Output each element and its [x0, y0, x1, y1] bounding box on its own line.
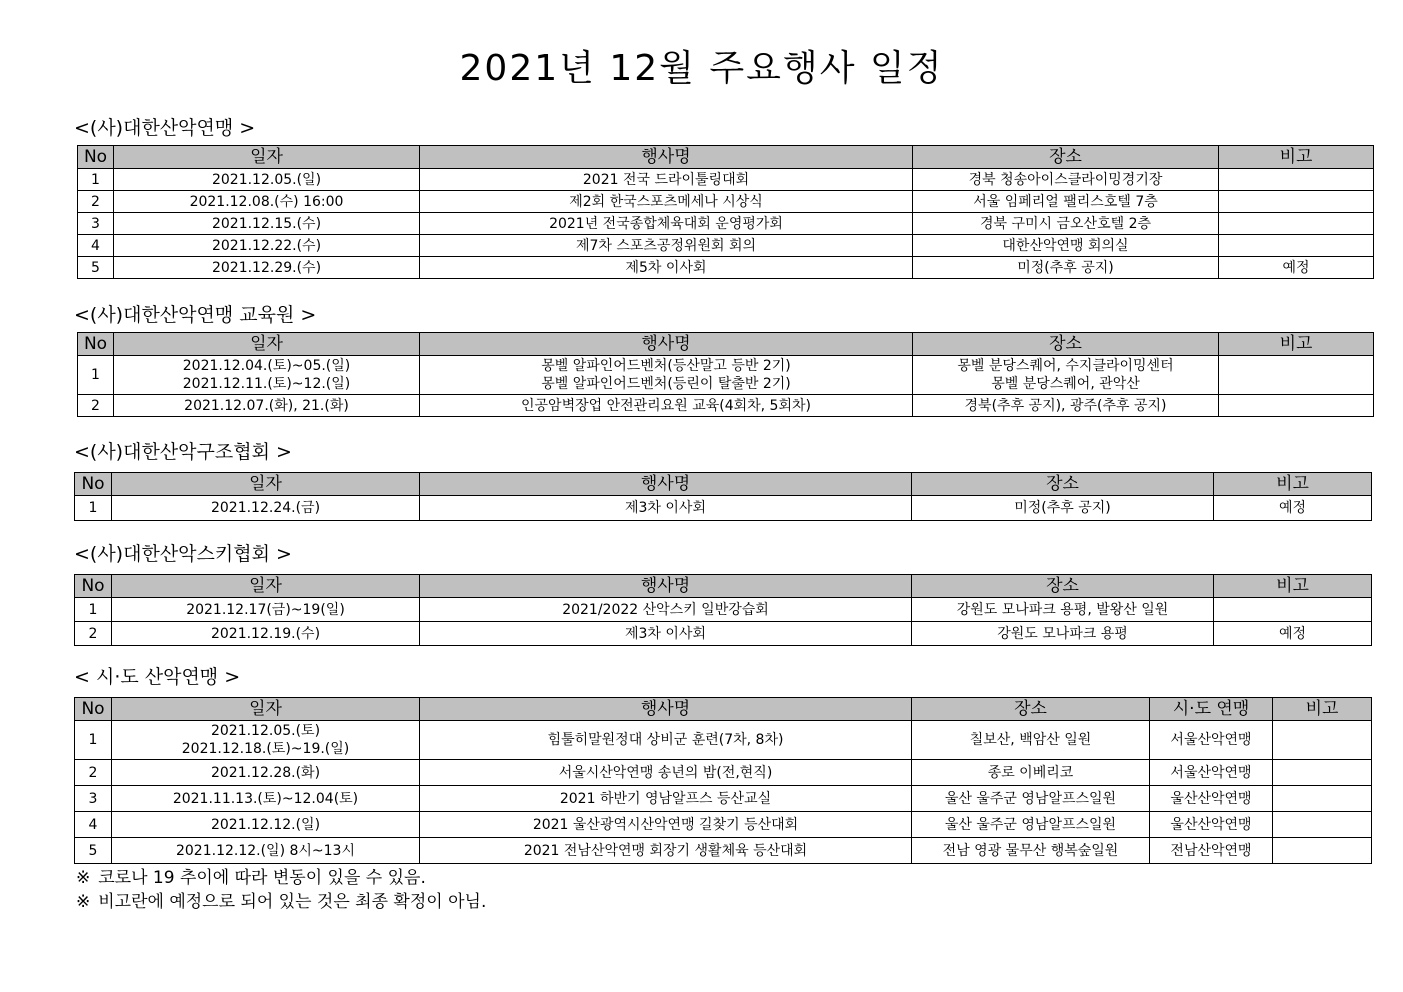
table-row — [75, 812, 1372, 838]
table-cell: 2021.12.05.(일) — [114, 169, 420, 191]
table-cell: 2021.12.07.(화), 21.(화) — [114, 395, 420, 417]
table-cell: 2021/2022 산악스키 일반강습회 — [420, 598, 912, 622]
table-cell: 칠보산, 백암산 일원 — [912, 721, 1150, 760]
table-cell: 2021.12.12.(일) 8시~13시 — [112, 838, 420, 864]
table-cell: 2021.12.22.(수) — [114, 235, 420, 257]
schedule-table — [77, 332, 1374, 417]
table-cell: 3 — [75, 786, 112, 812]
table-row — [78, 395, 1374, 417]
column-header: 일자 — [112, 575, 420, 598]
table-row — [78, 191, 1374, 213]
schedule-table — [74, 574, 1372, 646]
table-cell: 제3차 이사회 — [420, 622, 912, 646]
table-cell: 2 — [75, 760, 112, 786]
table-cell: 2021.12.24.(금) — [112, 496, 420, 521]
page-title: 2021년 12월 주요행사 일정 — [459, 48, 944, 89]
column-header: 일자 — [114, 146, 420, 169]
schedule-table — [74, 472, 1372, 521]
table-cell: 2021.12.17(금)~19(일) — [112, 598, 420, 622]
table-cell — [112, 721, 420, 760]
table-cell: 서울산악연맹 — [1150, 721, 1273, 760]
section-heading: < 시·도 산악연맹 > — [74, 666, 241, 688]
table-cell — [114, 356, 420, 395]
table-cell: 2 — [75, 622, 112, 646]
table-cell: 2021.12.19.(수) — [112, 622, 420, 646]
table-cell: 1 — [75, 496, 112, 521]
table-cell: 제7차 스포츠공정위원회 회의 — [420, 235, 913, 257]
table-cell — [913, 356, 1219, 395]
table-cell: 5 — [78, 257, 114, 279]
table-cell — [1219, 213, 1374, 235]
table-cell: 제5차 이사회 — [420, 257, 913, 279]
table-header-row — [78, 146, 1374, 169]
table-cell: 힘툴히말원정대 상비군 훈련(7차, 8차) — [420, 721, 912, 760]
column-header: 장소 — [913, 146, 1219, 169]
cell-line: 2021.12.11.(토)~12.(일) — [182, 376, 351, 392]
table-cell: 대한산악연맹 회의실 — [913, 235, 1219, 257]
table-cell — [1273, 812, 1372, 838]
reference-mark: ※ — [76, 868, 91, 888]
table-cell: 2021 울산광역시산악연맹 길찾기 등산대회 — [420, 812, 912, 838]
column-header: 행사명 — [420, 575, 912, 598]
cell-line: 몽벨 분당스퀘어, 관악산 — [991, 376, 1140, 392]
table-cell: 강원도 모나파크 용평, 발왕산 일원 — [912, 598, 1214, 622]
table-cell: 2021.12.29.(수) — [114, 257, 420, 279]
cell-line: 몽벨 알파인어드벤처(등산말고 등반 2기) — [541, 358, 791, 374]
column-header: 일자 — [112, 473, 420, 496]
schedule-table — [74, 697, 1372, 864]
column-header: No — [75, 473, 112, 496]
table-row — [75, 496, 1372, 521]
note-line — [76, 866, 486, 890]
table-cell: 강원도 모나파크 용평 — [912, 622, 1214, 646]
table-header-row — [75, 575, 1372, 598]
column-header: 비고 — [1273, 698, 1372, 721]
table-cell: 미정(추후 공지) — [912, 496, 1214, 521]
table-row — [75, 598, 1372, 622]
table-cell: 예정 — [1214, 622, 1372, 646]
table-cell: 3 — [78, 213, 114, 235]
table-header-row — [78, 333, 1374, 356]
column-header: 일자 — [112, 698, 420, 721]
table-cell — [1273, 760, 1372, 786]
table-cell: 예정 — [1214, 496, 1372, 521]
table-cell: 울산 울주군 영남알프스일원 — [912, 786, 1150, 812]
column-header: No — [78, 333, 114, 356]
column-header: 행사명 — [420, 473, 912, 496]
table-cell: 1 — [78, 356, 114, 395]
table-row — [78, 169, 1374, 191]
table-cell: 2021.12.12.(일) — [112, 812, 420, 838]
table-cell: 인공암벽장업 안전관리요원 교육(4회차, 5회차) — [420, 395, 913, 417]
table-cell — [1273, 786, 1372, 812]
column-header: 장소 — [912, 473, 1214, 496]
table-cell: 전남산악연맹 — [1150, 838, 1273, 864]
table-cell: 경북 구미시 금오산호텔 2층 — [913, 213, 1219, 235]
section-heading: <(사)대한산악연맹 교육원 > — [74, 304, 317, 326]
column-header: 장소 — [912, 698, 1150, 721]
table-row — [75, 721, 1372, 760]
cell-line: 몽벨 분당스퀘어, 수지클라이밍센터 — [957, 358, 1174, 374]
table-cell: 2021 하반기 영남알프스 등산교실 — [420, 786, 912, 812]
table-cell: 전남 영광 물무산 행복숲일원 — [912, 838, 1150, 864]
table-cell: 서울시산악연맹 송년의 밤(전,현직) — [420, 760, 912, 786]
table-cell: 서울산악연맹 — [1150, 760, 1273, 786]
table-cell: 2 — [78, 395, 114, 417]
table-cell: 서울 임페리얼 팰리스호텔 7층 — [913, 191, 1219, 213]
column-header: 행사명 — [420, 333, 913, 356]
note-text: 비고란에 예정으로 되어 있는 것은 최종 확정이 아님. — [98, 892, 487, 912]
column-header: 비고 — [1219, 333, 1374, 356]
table-cell: 종로 이베리코 — [912, 760, 1150, 786]
table-cell — [420, 356, 913, 395]
column-header: No — [75, 698, 112, 721]
table-row — [78, 213, 1374, 235]
reference-mark: ※ — [76, 892, 91, 912]
table-cell: 예정 — [1219, 257, 1374, 279]
notes — [76, 866, 486, 914]
table-cell: 2021.12.08.(수) 16:00 — [114, 191, 420, 213]
table-cell: 제2회 한국스포츠메세나 시상식 — [420, 191, 913, 213]
column-header: 비고 — [1214, 575, 1372, 598]
cell-line: 2021.12.04.(토)~05.(일) — [182, 358, 351, 374]
table-row — [75, 838, 1372, 864]
table-cell: 경북(추후 공지), 광주(추후 공지) — [913, 395, 1219, 417]
table-cell — [1219, 395, 1374, 417]
table-row — [75, 622, 1372, 646]
column-header: 비고 — [1219, 146, 1374, 169]
table-cell: 1 — [78, 169, 114, 191]
section-heading: <(사)대한산악스키협회 > — [74, 543, 292, 565]
table-header-row — [75, 698, 1372, 721]
table-cell — [1219, 235, 1374, 257]
table-row — [78, 235, 1374, 257]
table-cell: 2021.12.15.(수) — [114, 213, 420, 235]
column-header: 장소 — [912, 575, 1214, 598]
note-line — [76, 890, 486, 914]
table-cell: 4 — [75, 812, 112, 838]
table-row — [78, 356, 1374, 395]
table-cell: 1 — [75, 721, 112, 760]
table-cell — [1219, 169, 1374, 191]
section-heading: <(사)대한산악연맹 > — [74, 117, 256, 139]
section-heading: <(사)대한산악구조협회 > — [74, 441, 292, 463]
column-header: 일자 — [114, 333, 420, 356]
table-cell: 2021.12.28.(화) — [112, 760, 420, 786]
table-cell: 제3차 이사회 — [420, 496, 912, 521]
cell-line: 2021.12.05.(토) — [210, 723, 321, 739]
table-cell: 2021년 전국종합체육대회 운영평가회 — [420, 213, 913, 235]
table-cell: 울산 울주군 영남알프스일원 — [912, 812, 1150, 838]
table-cell: 2021 전국 드라이툴링대회 — [420, 169, 913, 191]
table-row — [75, 786, 1372, 812]
column-header: 장소 — [913, 333, 1219, 356]
table-row — [75, 760, 1372, 786]
table-cell — [1273, 721, 1372, 760]
table-cell — [1219, 356, 1374, 395]
table-cell: 미정(추후 공지) — [913, 257, 1219, 279]
column-header: 비고 — [1214, 473, 1372, 496]
table-cell — [1219, 191, 1374, 213]
table-header-row — [75, 473, 1372, 496]
table-cell: 경북 청송아이스클라이밍경기장 — [913, 169, 1219, 191]
column-header: No — [75, 575, 112, 598]
table-cell: 4 — [78, 235, 114, 257]
note-text: 코로나 19 추이에 따라 변동이 있을 수 있음. — [98, 868, 426, 888]
table-cell: 2021.11.13.(토)~12.04(토) — [112, 786, 420, 812]
cell-line: 몽벨 알파인어드벤처(등린이 탈출반 2기) — [541, 376, 791, 392]
table-cell: 2021 전남산악연맹 회장기 생활체육 등산대회 — [420, 838, 912, 864]
table-cell: 울산산악연맹 — [1150, 786, 1273, 812]
column-header: 시·도 연맹 — [1150, 698, 1273, 721]
table-cell: 5 — [75, 838, 112, 864]
table-cell — [1273, 838, 1372, 864]
table-row — [78, 257, 1374, 279]
column-header: 행사명 — [420, 698, 912, 721]
table-cell: 1 — [75, 598, 112, 622]
schedule-table — [77, 145, 1374, 279]
column-header: 행사명 — [420, 146, 913, 169]
table-cell: 2 — [78, 191, 114, 213]
table-cell — [1214, 598, 1372, 622]
table-cell: 울산산악연맹 — [1150, 812, 1273, 838]
cell-line: 2021.12.18.(토)~19.(일) — [181, 741, 350, 757]
column-header: No — [78, 146, 114, 169]
